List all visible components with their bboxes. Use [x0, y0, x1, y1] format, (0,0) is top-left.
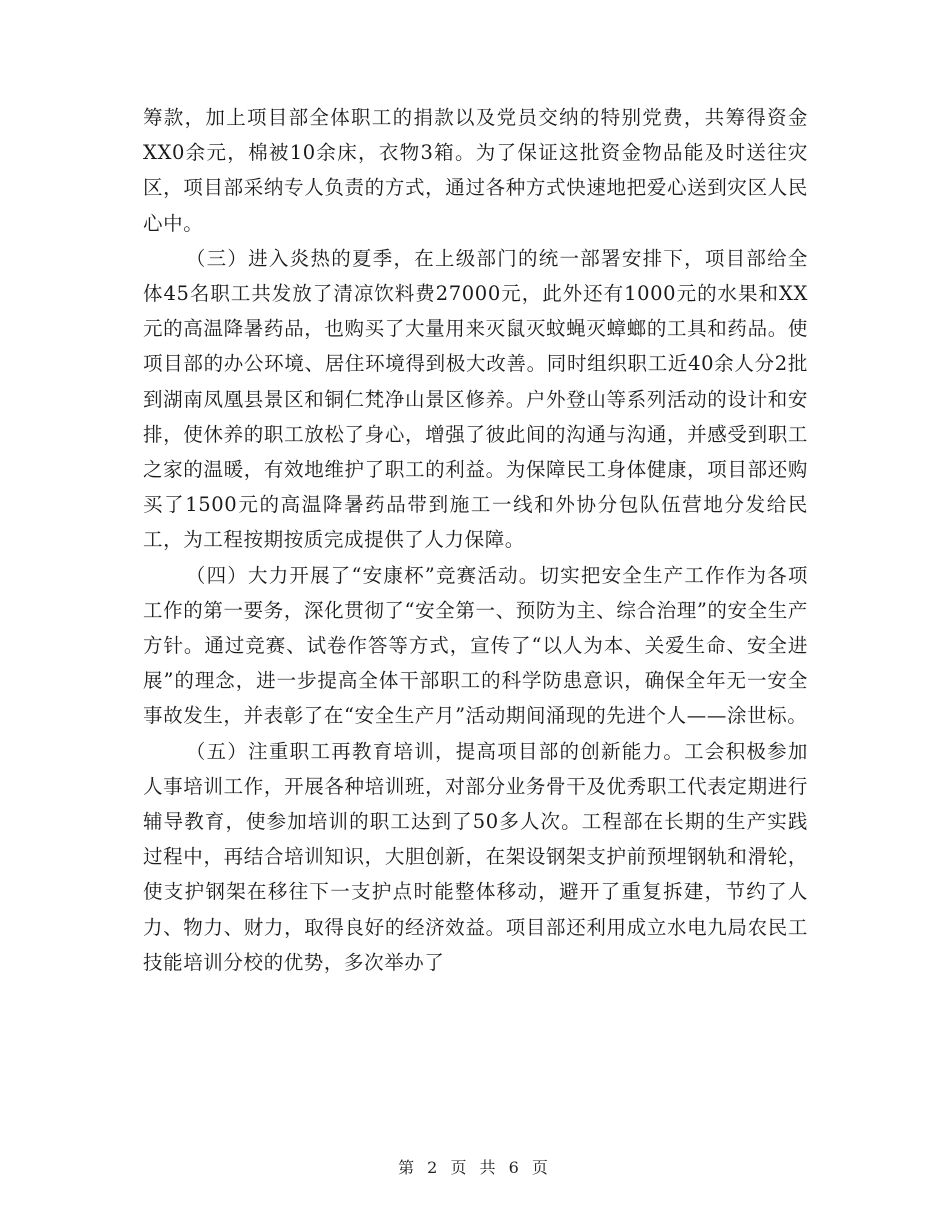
paragraph-section-4: （四）大力开展了“安康杯”竞赛活动。切实把安全生产工作作为各项工作的第一要务，深化贯彻了“安全第一、预防为主、综合治理”的安全生产方针。通过竞赛、试卷作答等方式，宣传了“以人为本、关爱生命、安全进展”的理念，进一步提高全体干部职工的科学防患意识，确保全年无一安全事故发生，并表彰了在“安全生产月”活动期间涌现的先进个人——涂世标。 [143, 563, 808, 728]
document-body [143, 100, 808, 980]
paragraph-section-3: （三）进入炎热的夏季，在上级部门的统一部署安排下，项目部给全体45名职工共发放了清凉饮料费27000元，此外还有1000元的水果和XX元的高温降暑药品，也购买了大量用来灭鼠灭蚊蝇灭蟑螂的工具和药品。使项目部的办公环境、居住环境得到极大改善。同时组织职工近40余人分2批到湖南凤凰县景区和铜仁梵净山景区修养。户外登山等系列活动的设计和安排，使休养的职工放松了身心，增强了彼此间的沟通与沟通，并感受到职工之家的温暖，有效地维护了职工的利益。为保障民工身体健康，项目部还购买了1500元的高温降暑药品带到施工一线和外协分包队伍营地分发给民工，为工程按期按质完成提供了人力保障。 [143, 246, 808, 552]
paragraph-section-5: （五）注重职工再教育培训，提高项目部的创新能力。工会积极参加人事培训工作，开展各种培训班，对部分业务骨干及优秀职工代表定期进行辅导教育，使参加培训的职工达到了50多人次。工程部在长期的生产实践过程中，再结合培训知识，大胆创新，在架设钢架支护前预埋钢轨和滑轮，使支护钢架在移往下一支护点时能整体移动，避开了重复拆建，节约了人力、物力、财力，取得良好的经济效益。项目部还利用成立水电九局农民工技能培训分校的优势，多次举办了 [143, 739, 808, 974]
page-footer: 第 2 页 共 6 页 [398, 1158, 552, 1177]
paragraph-continuation: 筹款，加上项目部全体职工的捐款以及党员交纳的特别党费，共筹得资金XX0余元，棉被10余床，衣物3箱。为了保证这批资金物品能及时送往灾区，项目部采纳专人负责的方式，通过各种方式快速地把爱心送到灾区人民心中。 [143, 106, 808, 235]
